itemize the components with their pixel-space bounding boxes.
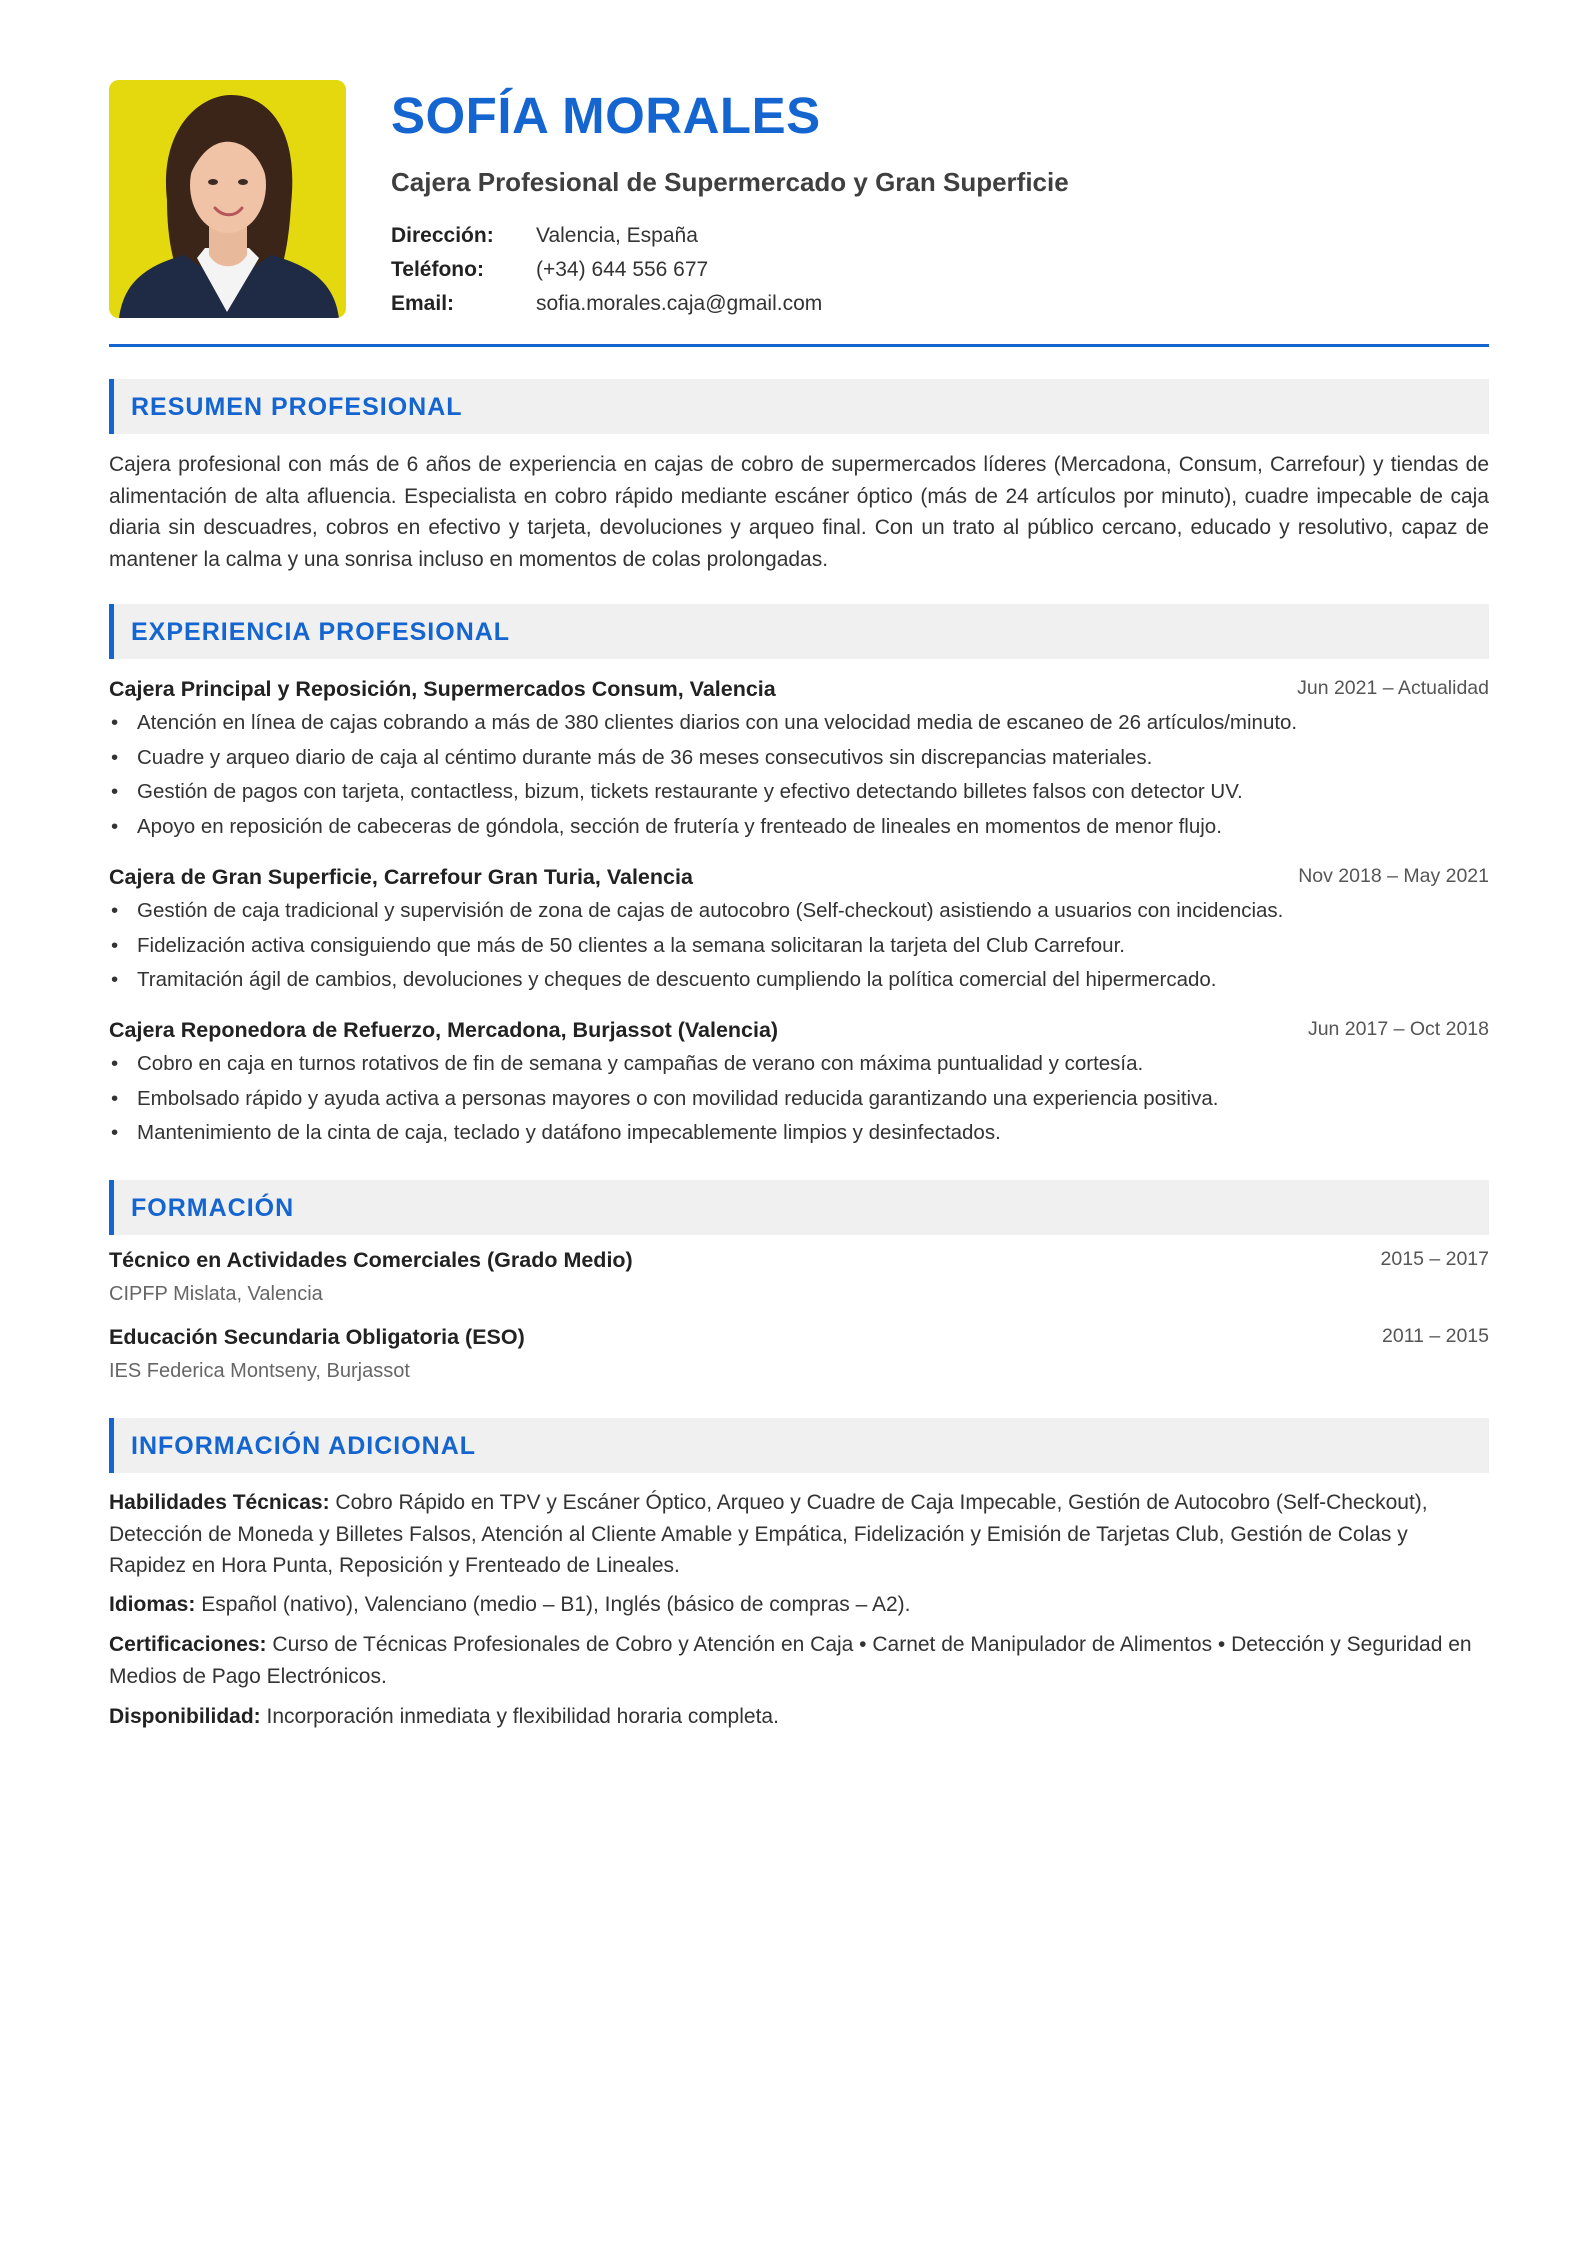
contact-row-email	[391, 287, 1489, 321]
phone-value: (+34) 644 556 677	[536, 258, 709, 281]
address-value: Valencia, España	[536, 224, 698, 247]
job-dates: Jun 2021 – Actualidad	[1297, 677, 1489, 699]
education-degree: Educación Secundaria Obligatoria (ESO)	[109, 1325, 525, 1349]
education-degree: Técnico en Actividades Comerciales (Grado Medio)	[109, 1248, 633, 1272]
profile-photo	[109, 80, 346, 318]
candidate-title: Cajera Profesional de Supermercado y Gran Superficie	[391, 167, 1069, 197]
list-item: • Gestión de caja tradicional y supervisión de zona de cajas de autocobro (Self-checkout) asistiendo a usuarios con incidencias.	[109, 894, 1489, 929]
job-bullets	[109, 894, 1489, 998]
section-heading-education	[109, 1180, 1489, 1235]
contact-label: Dirección:	[391, 224, 494, 247]
job-title: Cajera Reponedora de Refuerzo, Mercadona, Burjassot (Valencia)	[109, 1018, 779, 1042]
info-text: Cobro Rápido en TPV y Escáner Óptico, Arqueo y Cuadre de Caja Impecable, Gestión de Autocobro (Self-Checkout), Detección de Moneda y Billetes Falsos, Atención al Cliente Amable y Empática, Fidelización y Emisión de Tarjetas Club, Gestión de Colas y Rapidez en Hora Punta, Reposición y Frenteado de Lineales.	[109, 1491, 1428, 1577]
email-value: sofia.morales.caja@gmail.com	[536, 292, 823, 315]
list-item: • Atención en línea de cajas cobrando a más de 380 clientes diarios con una velocidad media de escaneo de 26 artículos/minuto.	[109, 706, 1489, 741]
summary-text: Cajera profesional con más de 6 años de experiencia en cajas de cobro de supermercados líderes (Mercadona, Consum, Carrefour) y tiendas de alimentación de alta afluencia. Especialista en cobro rápido mediante escáner óptico (más de 24 artículos por minuto), cuadre impecable de caja diaria sin descuadres, cobros en efectivo y tarjeta, devoluciones y arqueo final. Con un trato al público cercano, educado y resolutivo, capaz de mantener la calma y una sonrisa incluso en momentos de colas prolongadas.	[109, 453, 1489, 571]
list-item: • Embolsado rápido y ayuda activa a personas mayores o con movilidad reducida garantizando una experiencia positiva.	[109, 1082, 1489, 1117]
additional-certifications	[109, 1629, 1489, 1692]
header-divider	[109, 344, 1489, 347]
contact-row-address	[391, 219, 1489, 253]
job-dates: Jun 2017 – Oct 2018	[1307, 1018, 1489, 1040]
section-heading-text: RESUMEN PROFESIONAL	[131, 393, 463, 421]
additional-languages	[109, 1589, 1489, 1621]
candidate-name: SOFÍA MORALES	[391, 87, 821, 144]
section-heading-text: EXPERIENCIA PROFESIONAL	[131, 618, 511, 646]
section-heading-additional	[109, 1418, 1489, 1473]
additional-availability	[109, 1701, 1489, 1733]
contact-row-phone	[391, 253, 1489, 287]
education-institution: IES Federica Montseny, Burjassot	[109, 1360, 410, 1382]
contact-label: Teléfono:	[391, 258, 484, 281]
resume-page	[109, 80, 1489, 1728]
list-item: • Tramitación ágil de cambios, devoluciones y cheques de descuento cumpliendo la política comercial del hipermercado.	[109, 963, 1489, 998]
job-dates: Nov 2018 – May 2021	[1298, 865, 1489, 887]
job-title: Cajera de Gran Superficie, Carrefour Gran Turia, Valencia	[109, 865, 693, 889]
info-text: Español (nativo), Valenciano (medio – B1), Inglés (básico de compras – A2).	[195, 1593, 911, 1616]
contact-block	[391, 219, 1489, 321]
section-heading-experience	[109, 604, 1489, 659]
header-text	[391, 80, 1489, 321]
list-item: • Apoyo en reposición de cabeceras de góndola, sección de frutería y frenteado de lineales en momentos de menor flujo.	[109, 810, 1489, 845]
section-heading-text: INFORMACIÓN ADICIONAL	[131, 1432, 477, 1460]
education-dates: 2015 – 2017	[1380, 1248, 1489, 1270]
job-bullets	[109, 706, 1489, 844]
list-item: • Cuadre y arqueo diario de caja al céntimo durante más de 36 meses consecutivos sin discrepancias materiales.	[109, 741, 1489, 776]
section-heading-text: FORMACIÓN	[131, 1194, 295, 1222]
job-title: Cajera Principal y Reposición, Supermercados Consum, Valencia	[109, 677, 776, 701]
job-bullets	[109, 1047, 1489, 1151]
list-item: • Fidelización activa consiguiendo que más de 50 clientes a la semana solicitaran la tarjeta del Club Carrefour.	[109, 929, 1489, 964]
education-institution: CIPFP Mislata, Valencia	[109, 1283, 323, 1305]
list-item: • Cobro en caja en turnos rotativos de fin de semana y campañas de verano con máxima puntualidad y cortesía.	[109, 1047, 1489, 1082]
additional-skills	[109, 1487, 1489, 1582]
section-heading-summary	[109, 379, 1489, 434]
info-label: Disponibilidad:	[109, 1705, 261, 1728]
resume-header	[109, 80, 1489, 318]
info-label: Habilidades Técnicas:	[109, 1491, 330, 1514]
list-item: • Gestión de pagos con tarjeta, contactless, bizum, tickets restaurante y efectivo detectando billetes falsos con detector UV.	[109, 775, 1489, 810]
info-label: Idiomas:	[109, 1593, 196, 1616]
contact-label: Email:	[391, 292, 455, 315]
info-label: Certificaciones:	[109, 1633, 267, 1656]
education-dates: 2011 – 2015	[1382, 1325, 1489, 1347]
info-text: Curso de Técnicas Profesionales de Cobro y Atención en Caja • Carnet de Manipulador de Alimentos • Detección y Seguridad en Medios de Pago Electrónicos.	[109, 1633, 1472, 1688]
info-text: Incorporación inmediata y flexibilidad horaria completa.	[260, 1705, 779, 1728]
list-item: • Mantenimiento de la cinta de caja, teclado y datáfono impecablemente limpios y desinfectados.	[109, 1116, 1489, 1151]
